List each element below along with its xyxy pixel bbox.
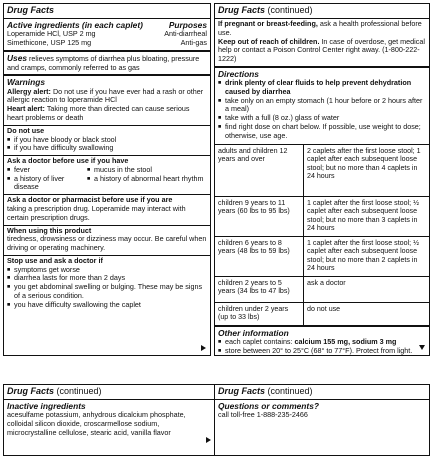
- list-item: ■ if you have difficulty swallowing: [7, 144, 207, 153]
- uses-heading: Uses: [7, 52, 28, 63]
- directions-heading: Directions: [218, 68, 259, 79]
- questions-panel: [214, 384, 430, 456]
- do-not-use-section: [4, 125, 210, 155]
- drug-facts-title-continued: Drug Facts (continued): [215, 385, 429, 400]
- table-row: children 6 years to 8 years (48 lbs to 59 lbs) 1 caplet after the first loose stool; ½ caplet after each subsequent loose stool; but no more than 2 caplets in 24 hours: [215, 236, 429, 276]
- ask-doctor-section: [4, 155, 210, 194]
- table-row: adults and children 12 years and over 2 caplets after the first loose stool; 1 caplet after each subsequent loose stool; but no more than 4 caplets in 24 hours: [215, 144, 429, 196]
- other-information-section: [215, 325, 429, 356]
- list-item: ■ take only on an empty stomach (1 hour before or 2 hours after a meal): [218, 97, 426, 115]
- warnings-section: [4, 74, 210, 124]
- when-using-section: [4, 225, 210, 255]
- when-using-text: tiredness, drowsiness or dizziness may occur. Be careful when driving or operating machinery.: [7, 234, 207, 253]
- stop-use-section: [4, 255, 210, 312]
- do-not-use-heading: Do not use: [7, 125, 45, 135]
- inactive-ingredients-panel: [3, 384, 215, 456]
- list-item: ■ mucus in the stool: [87, 166, 207, 175]
- pregnancy-section: If pregnant or breast-feeding, ask a health professional before use. Keep out of reach of children. In case of overdose, get medical help or contact a Poison Control Center right away. (1-800-222-1222): [218, 18, 425, 64]
- ingredient-row: Simethicone, USP 125 mg Anti-gas: [7, 38, 207, 47]
- list-item: ■ drink plenty of clear fluids to help prevent dehydration caused by diarrhea: [218, 79, 426, 97]
- list-item: ■ diarrhea lasts for more than 2 days: [7, 274, 207, 283]
- ask-pharmacist-heading: Ask a doctor or pharmacist before use if you are: [7, 195, 173, 205]
- continue-arrow-icon: [201, 345, 206, 351]
- questions-text: call toll-free 1-888-235-2466: [218, 410, 308, 420]
- list-item: ■ a history of abnormal heart rhythm: [87, 175, 207, 184]
- allergy-alert: Allergy alert: Do not use if you have ever had a rash or other allergic reaction to loperamide HCl: [7, 86, 204, 105]
- continue-down-arrow-icon: [419, 345, 425, 350]
- when-using-heading: When using this product: [7, 225, 92, 235]
- table-row: children 9 years to 11 years (60 lbs to 95 lbs) 1 caplet after the first loose stool; ½ caplet after each subsequent loose stool; but no more than 3 caplets in 24 hours: [215, 196, 429, 236]
- list-item: ■ if you have bloody or black stool: [7, 136, 207, 145]
- uses-section: [4, 50, 210, 75]
- continue-arrow-icon: [206, 437, 211, 443]
- stop-use-heading: Stop use and ask a doctor if: [7, 255, 103, 265]
- questions-heading: Questions or comments?: [218, 400, 319, 411]
- drug-facts-right-panel: [214, 3, 430, 356]
- active-ingredients-section: [4, 19, 210, 50]
- warnings-heading: Warnings: [7, 77, 46, 88]
- list-item: ■ you get abdominal swelling or bulging. These may be signs of a serious condition.: [7, 283, 207, 301]
- purposes-heading: Purposes: [168, 19, 207, 30]
- list-item: ■ each caplet contains: calcium 155 mg, sodium 3 mg: [218, 338, 426, 347]
- drug-facts-title-continued: Drug Facts (continued): [215, 4, 429, 19]
- table-row: children under 2 years (up to 33 lbs) do not use: [215, 302, 429, 325]
- list-item: ■ a history of liver disease: [7, 175, 87, 193]
- directions-section: [215, 66, 429, 144]
- list-item: ■ fever: [7, 166, 87, 175]
- inactive-ingredients-heading: Inactive ingredients: [7, 400, 86, 411]
- inactive-ingredients-section: [4, 400, 214, 440]
- inactive-ingredients-text: acesulfame potassium, anhydrous dicalcium phosphate, colloidal silicon dioxide, croscarmellose sodium, microcrystalline cellulose, stearic acid, vanilla flavor: [7, 410, 186, 437]
- ask-doctor-heading: Ask a doctor before use if you have: [7, 156, 129, 166]
- questions-section: [215, 400, 429, 422]
- active-ingredients-heading: Active ingredients (in each caplet): [7, 19, 143, 30]
- list-item: ■ you have difficulty swallowing the caplet: [7, 301, 207, 310]
- ingredient-row: Loperamide HCl, USP 2 mg Anti-diarrheal: [7, 29, 207, 39]
- other-information-heading: Other information: [218, 327, 289, 338]
- dosage-table: [215, 144, 429, 325]
- list-item: ■ store between 20° to 25°C (68° to 77°F). Protect from light.: [218, 347, 426, 356]
- uses-text: relieves symptoms of diarrhea plus bloating, pressure and cramps, commonly referred to as gas: [7, 53, 200, 72]
- ask-pharmacist-text: taking a prescription drug. Loperamide may interact with certain prescription drugs.: [7, 203, 186, 222]
- list-item: ■ symptoms get worse: [7, 266, 207, 275]
- list-item: ■ take with a full (8 oz.) glass of water: [218, 114, 426, 123]
- heart-alert: Heart alert: Taking more than directed can cause serious heart problems or death: [7, 104, 190, 122]
- drug-facts-title: Drug Facts: [4, 4, 210, 19]
- ask-pharmacist-section: [4, 194, 210, 224]
- drug-facts-title-continued: Drug Facts (continued): [4, 385, 214, 400]
- drug-facts-left-panel: [3, 3, 211, 356]
- list-item: ■ find right dose on chart below. If possible, use weight to dose; otherwise, use age.: [218, 123, 426, 141]
- table-row: children 2 years to 5 years (34 lbs to 47 lbs) ask a doctor: [215, 276, 429, 302]
